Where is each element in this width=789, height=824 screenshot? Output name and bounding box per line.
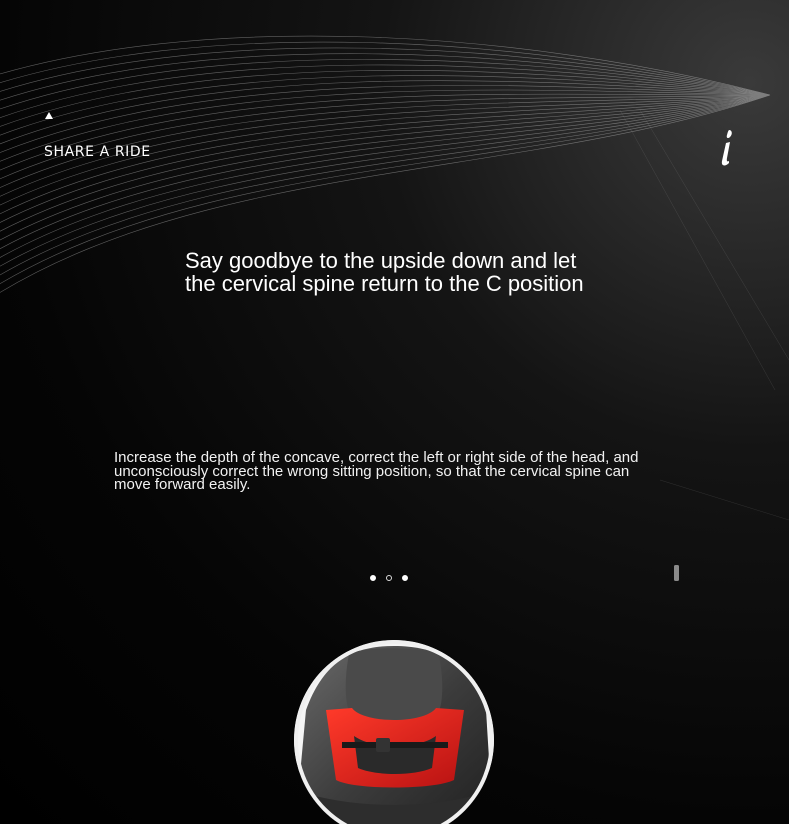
description-text: Increase the depth of the concave, correct the left or right side of the head, and unconsciously correct the wrong sitting position, so that the cervical spine can move forward easily. — [114, 449, 639, 493]
brand-name: SHARE A RIDE — [44, 144, 151, 160]
brand-logo[interactable] — [44, 112, 151, 161]
swoosh-line — [0, 48, 770, 98]
carousel-dot-1[interactable] — [370, 575, 376, 581]
triangle-icon — [45, 112, 53, 119]
carousel-dot-2[interactable] — [386, 575, 392, 581]
headline — [185, 249, 625, 295]
headline-line-1: Say goodbye to the upside down and let — [185, 248, 577, 273]
headline-line-2: the cervical spine return to the C position — [185, 271, 584, 296]
headrest-pillow-image — [294, 640, 494, 824]
carousel-dot-3[interactable] — [402, 575, 408, 581]
decorative-mark — [673, 564, 681, 582]
swoosh-line — [0, 36, 770, 95]
product-image — [294, 640, 494, 824]
carousel-pagination — [370, 575, 408, 581]
info-icon[interactable] — [714, 124, 738, 176]
